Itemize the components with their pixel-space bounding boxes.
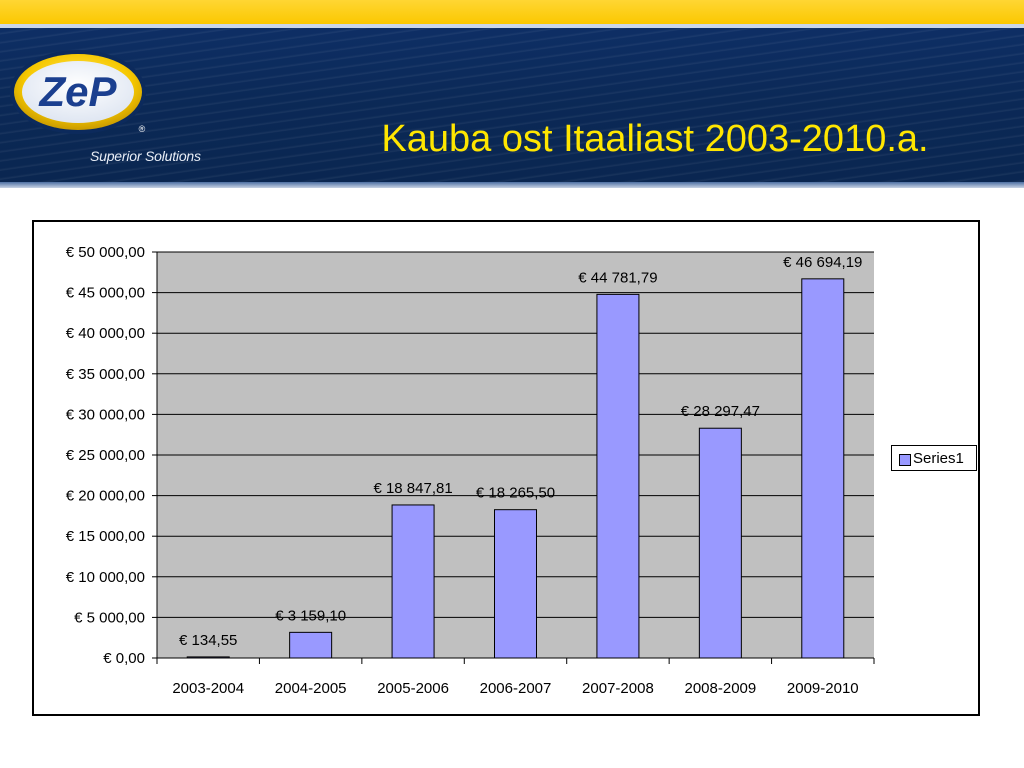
registered-mark: ® xyxy=(138,124,146,134)
legend-swatch xyxy=(899,454,911,466)
y-tick-label: € 30 000,00 xyxy=(65,406,145,424)
top-yellow-stripe xyxy=(0,0,1024,24)
tagline: Superior Solutions xyxy=(90,148,201,164)
bar-2008-2009 xyxy=(699,428,741,658)
y-tick-label: € 35 000,00 xyxy=(65,365,145,383)
x-tick-label-2009-2010: 2009-2010 xyxy=(786,680,859,697)
legend xyxy=(891,445,977,471)
legend-label-series1: Series1 xyxy=(913,450,964,467)
bar-chart xyxy=(34,222,978,714)
chart-container xyxy=(32,220,980,716)
bar-2003-2004 xyxy=(187,657,229,658)
y-tick-label: € 45 000,00 xyxy=(65,284,145,302)
data-label-2004-2005: € 3 159,10 xyxy=(275,607,347,625)
y-tick-label: € 25 000,00 xyxy=(65,447,145,464)
x-tick-label-2005-2006: 2005-2006 xyxy=(377,680,449,697)
data-label-2003-2004: € 134,55 xyxy=(179,631,238,649)
y-tick-label: € 10 000,00 xyxy=(65,568,145,586)
data-label-2009-2010: € 46 694,19 xyxy=(783,253,863,271)
header-bottom-line xyxy=(0,182,1024,188)
bar-2009-2010 xyxy=(802,279,844,658)
bar-2005-2006 xyxy=(392,505,434,658)
y-tick-label: € 5 000,00 xyxy=(74,609,145,627)
page-title: Kauba ost Itaaliast 2003-2010.a. xyxy=(381,118,929,160)
y-tick-label: € 15 000,00 xyxy=(65,528,145,546)
x-tick-label-2008-2009: 2008-2009 xyxy=(684,680,757,697)
bar-2004-2005 xyxy=(290,632,332,658)
y-tick-label: € 40 000,00 xyxy=(65,325,145,343)
x-tick-label-2004-2005: 2004-2005 xyxy=(274,680,347,697)
x-tick-label-2007-2008: 2007-2008 xyxy=(582,680,654,697)
data-label-2007-2008: € 44 781,79 xyxy=(578,269,658,287)
data-label-2006-2007: € 18 265,50 xyxy=(475,484,556,502)
data-label-2008-2009: € 28 297,47 xyxy=(680,403,760,421)
x-tick-label-2006-2007: 2006-2007 xyxy=(479,680,552,697)
y-tick-label: € 50 000,00 xyxy=(65,244,145,261)
bar-2006-2007 xyxy=(495,510,537,658)
x-tick-label-2003-2004: 2003-2004 xyxy=(172,680,245,697)
y-tick-label: € 20 000,00 xyxy=(65,487,145,505)
zep-logo xyxy=(8,48,152,138)
logo-text: ZeP xyxy=(39,68,117,115)
data-label-2005-2006: € 18 847,81 xyxy=(373,479,453,497)
bar-2007-2008 xyxy=(597,294,639,658)
y-tick-label: € 0,00 xyxy=(103,650,145,667)
